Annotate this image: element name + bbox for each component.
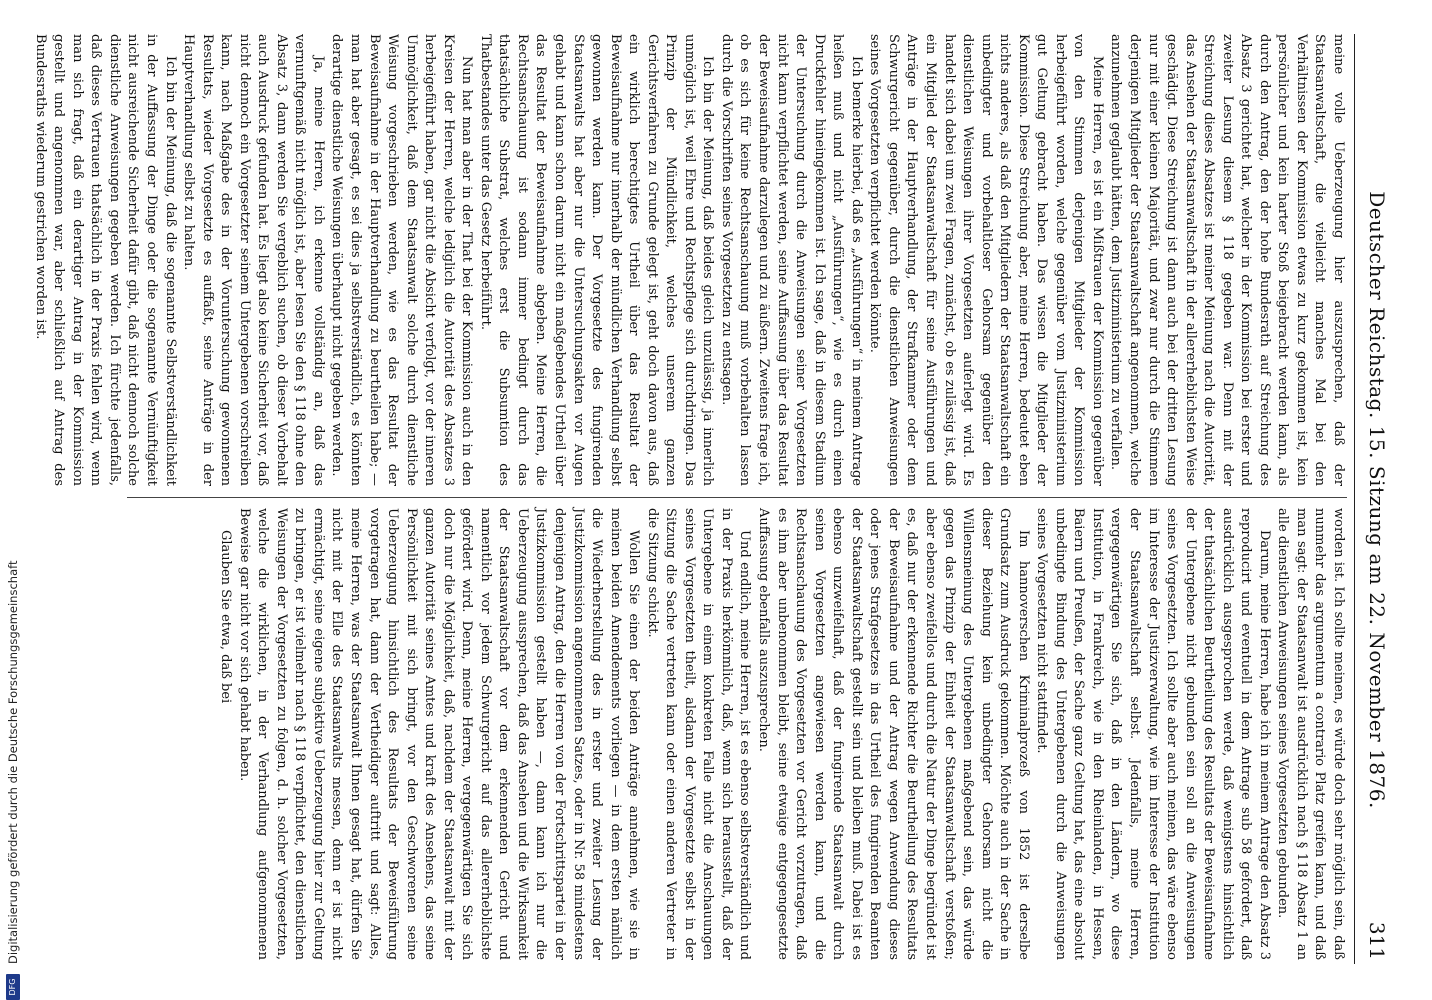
header-rule	[1354, 34, 1355, 964]
paragraph: Glauben Sie etwa, daß bei	[218, 530, 234, 704]
paragraph: Und endlich, meine Herren, ist es ebenso selbstverständlich und in der Praxis herkömmlich, daß, wenn sich herausstellt, daß der Untergebene in einem konkreten Falle nicht die Anschauungen seines Vorgesetzten theilt, alsdann der Vorgesetzte selbst in der Sitzung die Sache vertreten kann oder einen anderen Vertreter in die Sitzung schickt.	[644, 508, 753, 960]
paragraph: Im hannoverschen Kriminalprozeß von 1852 ist derselbe Grundsatz zum Ausdruck gekommen. Möchte auch in der Sache in dieser Beziehung kein unbedingter Gehorsam nicht die Willensmeinung des Untergebenen maßgebend sein, das würde gegen das Prinzip der Einheit der Staatsanwaltschaft verstoßen; aber ebenso zweifellos und durch die Natur der Dinge begründet ist es, daß nur der erkennende Richter die Beurtheilung des Resultats der Beweisaufnahme und der Antrag wegen Anwendung dieses oder jenes Strafgesetzes in das Urtheil des fungirenden Beamten der Staatsanwaltschaft gestellt sein und bleiben muß. Dabei ist es ebenso unzweifelhaft, daß der fungirende Staatsanwalt durch seinen Vorgesetzten angewiesen werden kann, und die Rechtsanschauung des Vorgesetzten vor Gericht vorzutragen, daß es ihm aber unbenommen bleibt, seine etwaige entgegengesetzte Auffassung ebenfalls auszusprechen.	[756, 508, 1031, 960]
page-number: 311	[1365, 921, 1389, 960]
paragraph: Ja, meine Herren, ich erkenne vollständig an, daß das vernunftgemäß nicht möglich ist, aber lesen Sie den § 118 ohne den Absatz 3, dann werden Sie vergeblich suchen, ob dieser Vorbehalt auch Ausdruck gefunden hat. Es liegt also keine Sicherheit vor, daß nicht dennoch ein Vorgesetzter seinem Untergebenen vorschreiben kann, nach Maßgabe des in der Voruntersuchung gewonnenen Resultats, wieder Vorgesetzte es auffaßt, seine Anträge in der Hauptverhandlung selbst zu halten.	[181, 34, 326, 486]
scanned-page	[32, 0, 1395, 1000]
paragraph: Ich bin der Meinung, daß die sogenannte Selbstverständlichkeit in der Auffassung der Dinge oder die sogenannte Vernünftigkeit nicht ausreichende Sicherheit dafür gibt, daß nicht dennoch solche dienstliche Anweisungen gegeben werden. Ich fürchte jedenfalls, daß dieses Vertrauen thatsächlich in der Praxis fehlen wird, wenn man sich fragt, daß ein derartiger Antrag in der Kommission gestellt und angenommen war, aber schließlich auf Antrag des Bundesraths wiederum gestrichen worden ist.	[32, 34, 178, 486]
dfg-logo: DFG	[6, 974, 20, 1000]
paragraph: worden ist. Ich sollte meinen, es würde doch sehr möglich sein, daß nunmehr das argumentum a contrario Platz greifen kann, und daß man sagt: der Staatsanwalt ist ausdrücklich nach § 118 Absatz 1 an alle dienstlichen Anweisungen seines Vorgesetzten gebunden.	[1275, 508, 1346, 960]
digitization-stamp-text	[2, 40, 24, 1000]
running-title: Deutscher Reichstag. 15. Sitzung am 22. November 1876.	[1365, 191, 1389, 809]
stamp-caption: Digitalisierung gefördert durch die Deutsche Forschungsgemeinschaft	[6, 560, 20, 964]
digitization-stamp	[0, 0, 26, 1000]
paragraph: Meine Herren, es ist ein Mißtrauen der Kommission gegenüber von den Stimmen derjenigen Mitglieder der Kommission herbeigeführt worden, welche gegenüber vom Justizministerium gut Geltung gebracht haben. Das wissen die Mitglieder der Kommission. Diese Streichung aber, meine Herren, bedeutet eben nichts anderes, als daß den Mitgliedern der Staatsanwaltschaft ein unbedingter und vorbehaltloser Gehorsam gegenüber den dienstlichen Weisungen ihrer Vorgesetzten auferlegt wird. Es handelt sich dabei um zwei Fragen, zunächst, ob es zulässig ist, daß ein Mitglied der Staatsanwaltschaft für seine Ausführungen und Anträge in der Hauptverhandlung, der Strafkammer oder dem Schwurgericht gegenüber, durch die dienstlichen Anweisungen seines Vorgesetzten verpflichtet werden könnte.	[867, 34, 1105, 486]
page-header	[1359, 40, 1389, 960]
paragraph: meine volle Ueberzeugung hier auszusprechen, daß der Staatsanwaltschaft, die vielleicht manches Mal bei den Verhältnissen der Kommission etwas zu kurz gekommen ist, kein persönlicher und kein harter Stoß beigebracht werden kann, als durch den Antrag, den der hohe Bundesrath auf Streichung des Absatz 3 gerichtet hat, welcher in der Kommission bei erster und zweiter Lesung diesem § 118 gegeben war. Denn mit der Streichung dieses Absatzes ist meiner Meinung nach die Autorität, das Ansehen der Staatsanwaltschaft in der allererheblichsten Weise geschädigt. Diese Streichung ist dann auch bei der dritten Lesung nur mit einer kleinen Majorität, und zwar nur durch die Stimmen derjenigen Mitglieder der Staatsanwaltschaft angenommen, welche anzunehmen geglaubt hätten, dem Justizministerium zu verfallen.	[1108, 34, 1346, 486]
paragraph: Wollen Sie einen der beiden Anträge annehmen, wie sie in meinen beiden Amendements vorliegen — in dem ersten nämlich die Wiederherstellung des in erster und zweiter Lesung der Justizkommission angenommenen Satzes, oder in Nr. 58 mindestens denjenigen Antrag, den die Herren von der Fortschrittspartei in der Justizkommission gestellt haben —, dann kann ich nur die Ueberzeugung aussprechen, daß das Ansehen und die Wirksamkeit der Staatsanwaltschaft vor dem erkennenden Gericht und namentlich vor jedem Schwurgericht auf das allererheblichste gefördert wird. Denn, meine Herren, vergegenwärtigen Sie sich doch nur die Möglichkeit, daß, nachdem der Staatsanwalt mit der ganzen Autorität seines Amtes und kraft des Ansehens, das seine Persönlichkeit mit sich bringt, vor den Geschworenen seine Ueberzeugung hinsichtlich des Resultats der Beweisführung vorgetragen hat, dann der Vertheidiger auftritt und sagt: Alles, meine Herren, was der Staatsanwalt Ihnen gesagt hat, dürfen Sie nicht mit der Elle des Staatsanwalts messen, denn er ist nicht ermächtigt, seine eigene subjektive Ueberzeugung hier zur Geltung zu bringen, er ist vielmehr nach § 118 verpflichtet, den dienstlichen Weisungen der Vorgesetzten zu folgen, d. h. solcher Vorgesetzten, welche die wirklichen, in der Verhandlung aufgenommenen Beweise gar nicht vor sich gehabt haben.	[236, 508, 642, 960]
text-column-right	[117, 508, 1347, 960]
paragraph: Darum, meine Herren, habe ich in meinem Antrage den Absatz 3 reproducirt und eventuell in dem Antrage sub 58 gefordert, daß ausdrücklich ausgesprochen werde, daß wenigstens hinsichtlich der thatsächlichen Beurtheilung des Resultats der Beweisaufnahme der Untergebene nicht gebunden sein soll an die Anweisungen seines Vorgesetzten. Ich sollte aber auch meinen, das wäre ebenso im Interesse der Justizverwaltung, wie im Interesse der Institution der Staatsanwaltschaft selbst. Jedenfalls, meine Herren, vergegenwärtigen Sie sich, daß in den Ländern, wo diese Institution, in Frankreich, wie in den Rheinlanden, in Hessen, Baiern und Preußen, der Sache ganz Geltung hat, das eine absolut unbedingte Bindung des Untergebenen durch die Anweisungen seines Vorgesetzten nicht stattfindet.	[1034, 508, 1272, 960]
text-column-left	[32, 34, 1347, 486]
column-divider	[127, 497, 1347, 498]
paragraph: Ich bin der Meinung, daß beides gleich unzulässig, ja innerlich unmöglich ist, weil Ehre und Rechtspflege sich durchdringen. Das Prinzip der Mündlichkeit, welches unserem ganzen Gerichtsverfahren zu Grunde gelegt ist, geht doch davon aus, daß ein wirklich berechtigtes Urtheil über das Resultat der Beweisaufnahme nur innerhalb der mündlichen Verhandlung selbst gewonnen werden kann. Der Vorgesetzte des fungirenden Staatsanwalts hat aber nur die Untersuchungsakten vor Augen gehabt und kann schon darum nicht ein maßgebendes Urtheil über das Resultat der Beweisaufnahme abgeben. Meine Herren, die Rechtsanschauung ist sodann immer bedingt durch das thatsächliche Substrat, welches erst die Subsumtion des Thatbestandes unter das Gesetz herbeiführt.	[477, 34, 716, 486]
paragraph: Ich bemerke hierbei, daß es „Ausführungen“ in meinem Antrage heißen muß und nicht „Ausführungen“, wie es durch einen Druckfehler hineingekommen ist. Ich sage, daß in diesem Stadium der Untersuchung durch die Anweisungen seiner Vorgesetzten nicht kann verpflichtet werden, seine Auffassung über das Resultat der Beweisaufnahme darzulegen und zu äußern. Zweitens frage ich, ob es sich für keine Rechtsanschauung muß vorbehalten lassen durch die Vorschriften seines Vorgesetzten zu entsagen.	[718, 34, 864, 486]
paragraph: Nun hat man aber in der That bei der Kommission auch in den Kreisen der Herren, welche lediglich die Autorität des Absatzes 3 herbeigeführt haben, gar nicht die Absicht verfolgt, vor der inneren Unmöglichkeit, daß dem Staatsanwalt solche durch dienstliche Weisung vorgeschrieben werden, wie es das Resultat der Beweisaufnahme in der Hauptverhandlung zu beurtheilen habe; — man hat aber gesagt, es sei dies ja selbstverständlich, es könnten derartige dienstliche Weisungen überhaupt nicht gegeben werden.	[329, 34, 475, 486]
